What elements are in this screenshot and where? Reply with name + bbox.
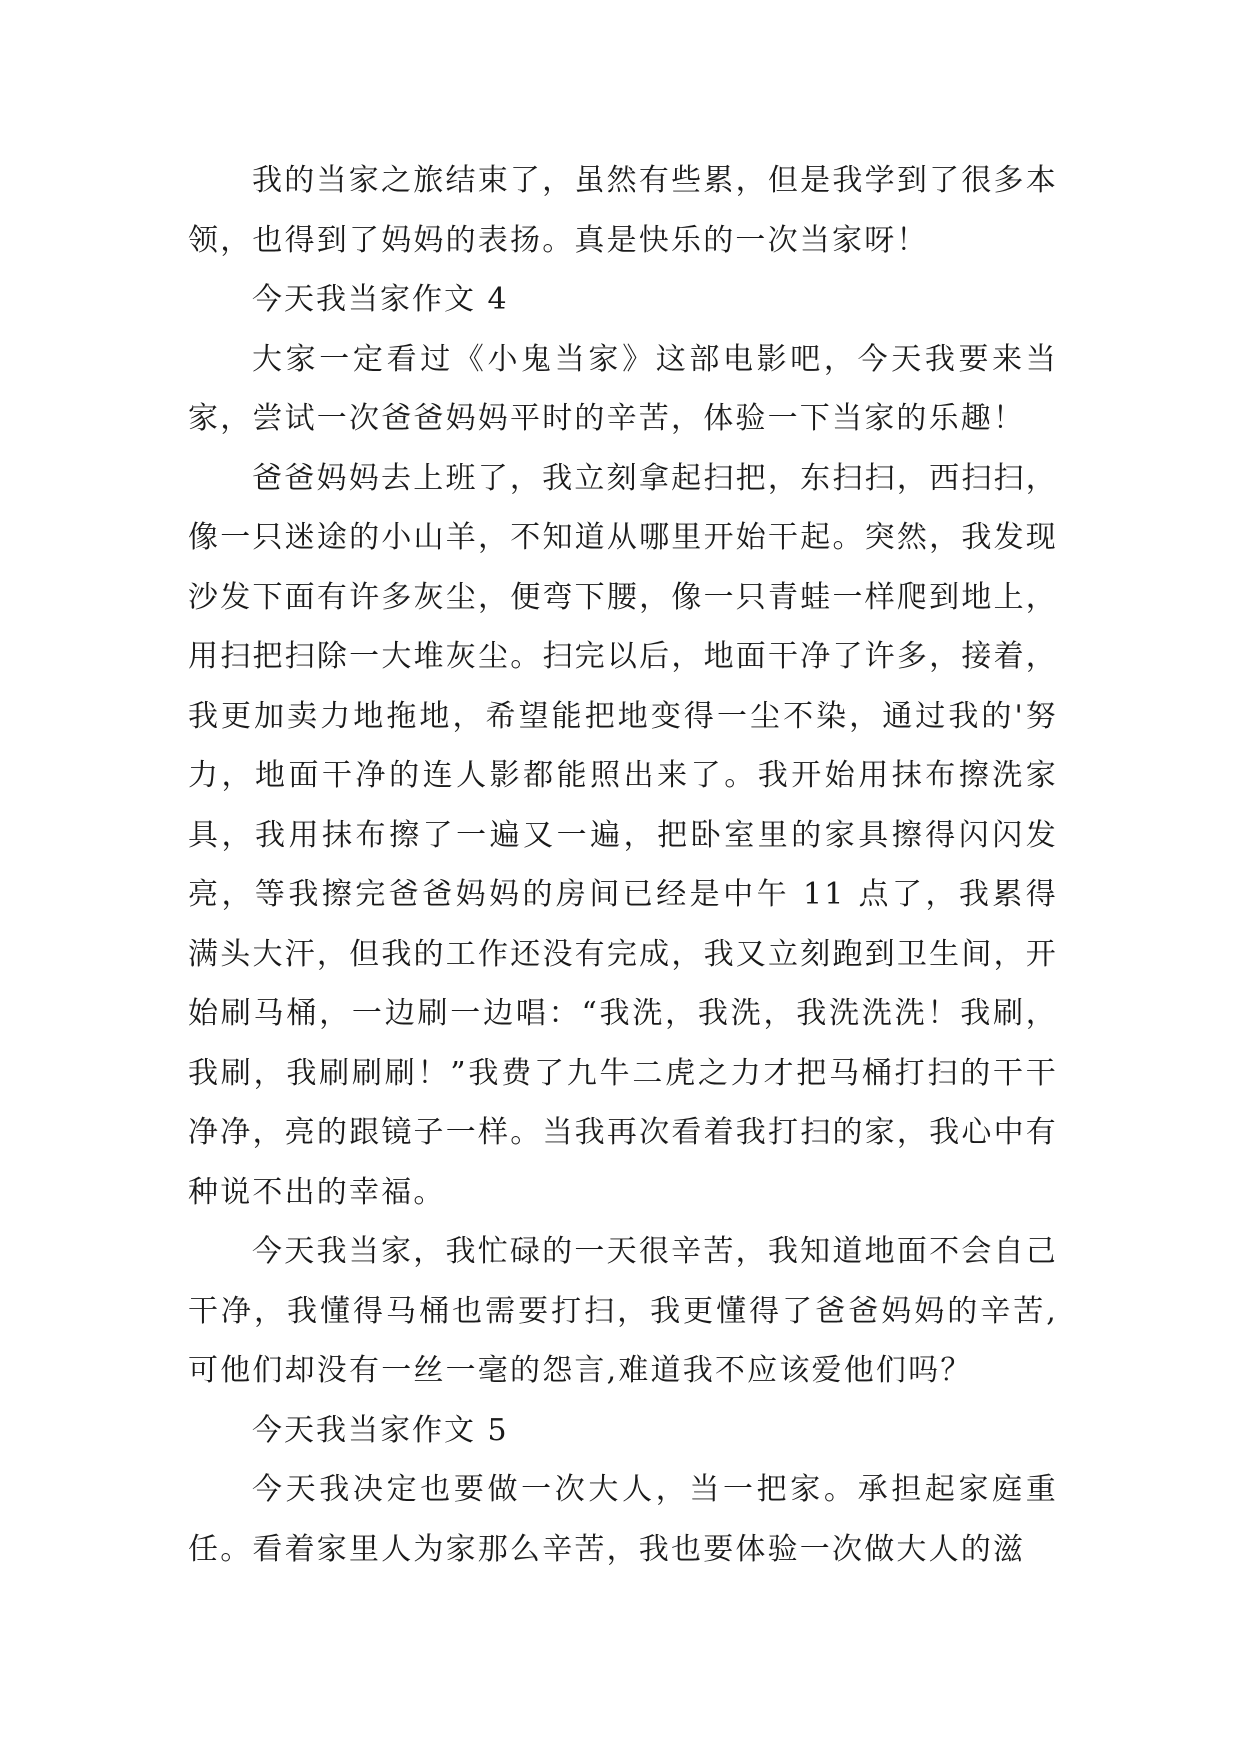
document-body	[188, 151, 1058, 1579]
paragraph-essay-4-intro: 大家一定看过《小鬼当家》这部电影吧，今天我要来当家，尝试一次爸爸妈妈平时的辛苦，体验一下当家的乐趣！	[188, 341, 1058, 436]
paragraph-essay-4-body: 爸爸妈妈去上班了，我立刻拿起扫把，东扫扫，西扫扫，像一只迷途的小山羊，不知道从哪里开始干起。突然，我发现沙发下面有许多灰尘，便弯下腰，像一只青蛙一样爬到地上，用扫把扫除一大堆灰尘。扫完以后，地面干净了许多，接着，我更加卖力地拖地，希望能把地变得一尘不染，通过我的'努力，地面干净的连人影都能照出来了。我开始用抹布擦洗家具，我用抹布擦了一遍又一遍，把卧室里的家具擦得闪闪发亮，等我擦完爸爸妈妈的房间已经是中午 11 点了，我累得满头大汗，但我的工作还没有完成，我又立刻跑到卫生间，开始刷马桶，一边刷一边唱：“我洗，我洗，我洗洗洗！我刷，我刷，我刷刷刷！”我费了九牛二虎之力才把马桶打扫的干干净净，亮的跟镜子一样。当我再次看着我打扫的家，我心中有种说不出的幸福。	[188, 460, 1058, 1210]
essay-4-title: 今天我当家作文 4	[252, 282, 509, 317]
paragraph-essay-5-intro: 今天我决定也要做一次大人，当一把家。承担起家庭重任。看着家里人为家那么辛苦，我也要体验一次做大人的滋	[188, 1472, 1058, 1567]
essay-5-title: 今天我当家作文 5	[252, 1412, 509, 1448]
paragraph-essay-4-conclusion: 今天我当家，我忙碌的一天很辛苦，我知道地面不会自己干净，我懂得马桶也需要打扫，我更懂得了爸爸妈妈的辛苦,可他们却没有一丝一毫的怨言,难道我不应该爱他们吗？	[188, 1234, 1058, 1388]
paragraph-closing-essay-3: 我的当家之旅结束了，虽然有些累，但是我学到了很多本领，也得到了妈妈的表扬。真是快乐的一次当家呀！	[188, 163, 1058, 258]
